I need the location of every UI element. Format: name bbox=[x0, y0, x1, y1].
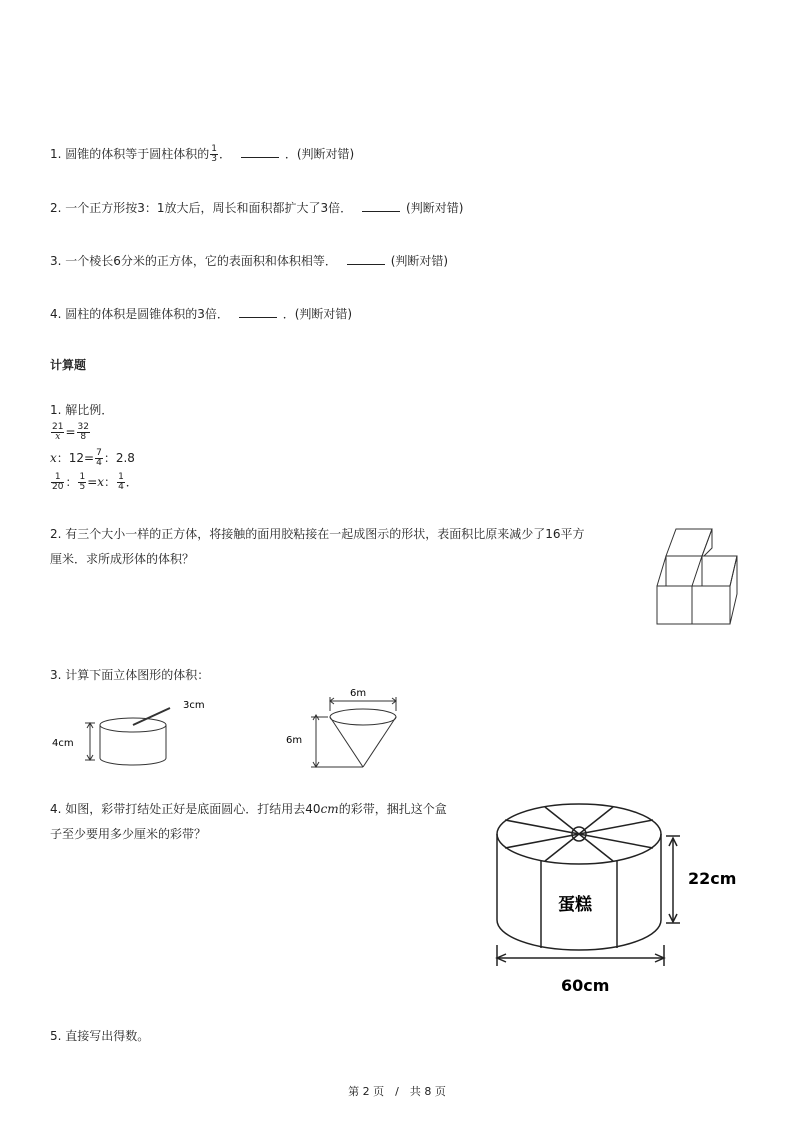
answer-blank[interactable] bbox=[362, 199, 400, 212]
question-number: 2. bbox=[50, 201, 62, 215]
calc-question-2: 2. 有三个大小一样的正方体，将接触的面用胶粘接在一起成图示的形状，表面积比原来减少了16平方 bbox=[50, 527, 585, 541]
cylinder-figure bbox=[50, 695, 230, 770]
calc-question-4-line2: 子至少要用多少厘米的彩带？ bbox=[50, 827, 207, 841]
question-number: 3. bbox=[50, 254, 62, 268]
fraction: $\frac{1}{3}$ bbox=[211, 144, 218, 164]
equation-3: $\frac{1}{20}$ ： $\frac{1}{5}$ =x： $\frac{1}{4}$ ． bbox=[52, 472, 138, 492]
question-text: 一个棱长6分米的正方体，它的表面积和体积相等． bbox=[65, 254, 337, 268]
judge-question-2: 2. 一个正方形按3：1放大后，周长和面积都扩大了3倍． (判断对错) bbox=[50, 201, 464, 215]
question-number: 1. bbox=[50, 147, 62, 161]
calc-question-4: 4. 如图，彩带打结处正好是底面圆心．打结用去40cm的彩带，捆扎这个盒 bbox=[50, 802, 447, 816]
cake-label: 蛋糕 bbox=[558, 895, 592, 915]
answer-blank[interactable] bbox=[239, 305, 277, 318]
equation-2: x：12= $\frac{7}{4}$ ：2.8 bbox=[50, 448, 135, 468]
calc-question-5: 5. 直接写出得数。 bbox=[50, 1029, 150, 1043]
judge-question-1: 1. 圆锥的体积等于圆柱体积的 $\frac{1}{3}$ ． ．(判断对错) bbox=[50, 144, 355, 164]
answer-blank[interactable] bbox=[347, 252, 385, 265]
judge-question-4: 4. 圆柱的体积是圆锥体积的3倍． ．(判断对错) bbox=[50, 307, 353, 321]
cone-height-label: 6m bbox=[286, 735, 303, 746]
question-text: 圆锥的体积等于圆柱体积的 bbox=[65, 147, 210, 161]
cone-diameter-label: 6m bbox=[350, 688, 367, 699]
judge-question-3: 3. 一个棱长6分米的正方体，它的表面积和体积相等． (判断对错) bbox=[50, 254, 449, 268]
calc-question-1: 1. 解比例． bbox=[50, 403, 114, 417]
calc-question-3: 3. 计算下面立体图形的体积： bbox=[50, 668, 210, 682]
question-text: 圆柱的体积是圆锥体积的3倍． bbox=[65, 307, 229, 321]
section-title: 计算题 bbox=[50, 358, 87, 372]
cylinder-height-label: 4cm bbox=[52, 738, 74, 749]
cake-diameter-label: 60cm bbox=[561, 976, 610, 995]
cone-figure bbox=[283, 685, 413, 775]
cake-box-figure bbox=[492, 800, 754, 1000]
cylinder-radius-label: 3cm bbox=[183, 700, 205, 711]
equation-1: $\frac{21}{x}$ = $\frac{32}{8}$ bbox=[52, 422, 89, 442]
answer-blank[interactable] bbox=[241, 145, 279, 158]
question-text: 一个正方形按3：1放大后，周长和面积都扩大了3倍． bbox=[65, 201, 353, 215]
stacked-cubes-figure bbox=[652, 526, 742, 628]
cake-height-label: 22cm bbox=[688, 869, 737, 888]
page-footer: 第 2 页 / 共 8 页 bbox=[348, 1085, 446, 1098]
question-number: 4. bbox=[50, 307, 62, 321]
calc-question-2-line2: 厘米．求所成形体的体积？ bbox=[50, 552, 195, 566]
